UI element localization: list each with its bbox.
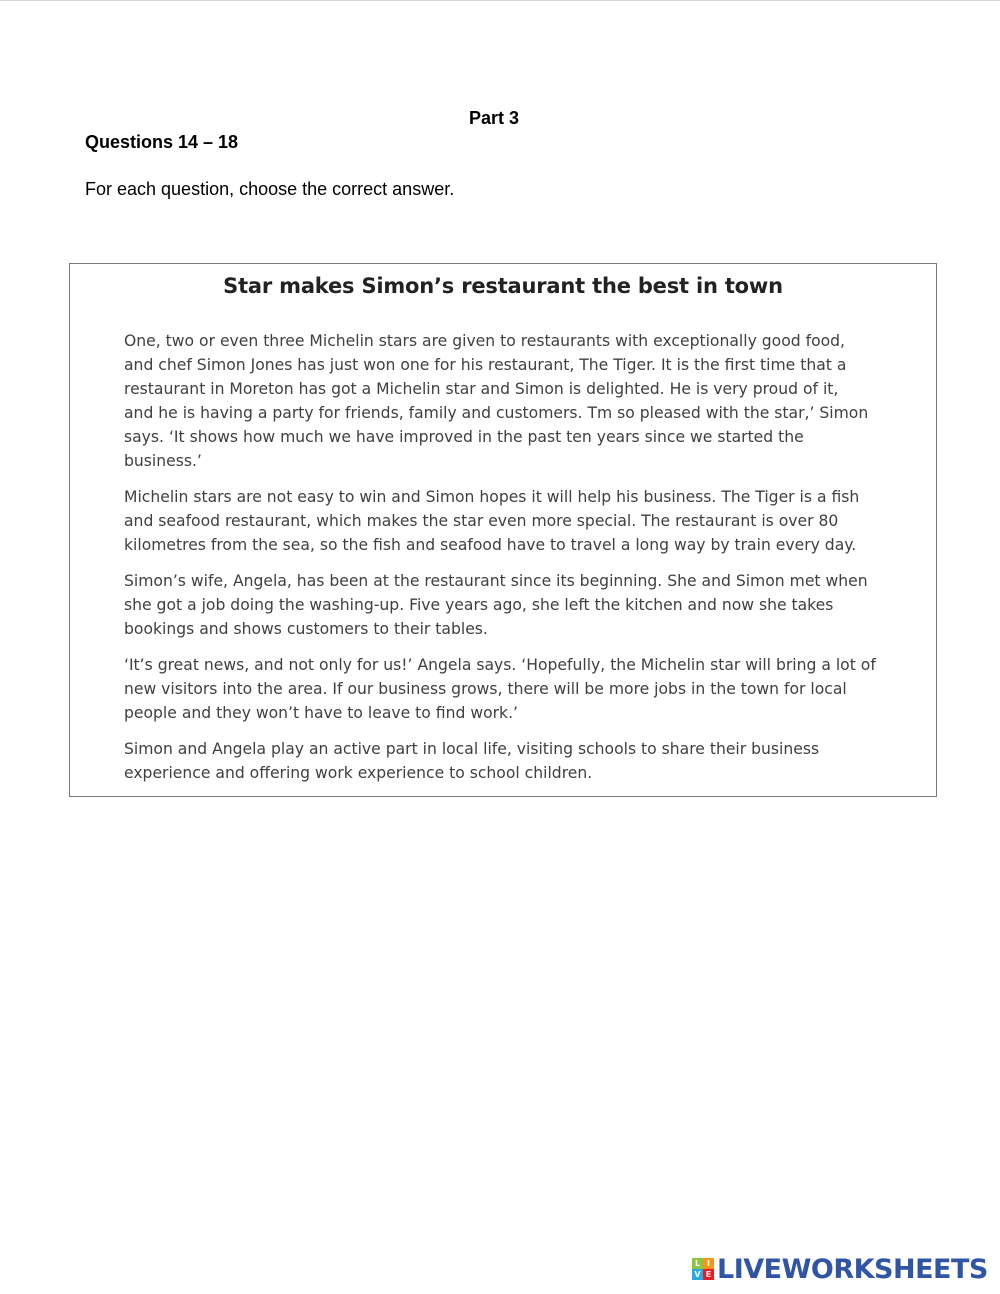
logo-mark-letter: L — [692, 1258, 703, 1269]
article-body — [124, 329, 894, 797]
part-title: Part 3 — [468, 108, 520, 128]
logo-mark-letter: V — [692, 1269, 703, 1280]
logo-text: LIVEWORKSHEETS — [717, 1253, 988, 1285]
article-paragraph: One, two or even three Michelin stars are given to restaurants with exceptionally good food, and chef Simon Jones has just won one for his restaurant, The Tiger. It is the first time that a restaurant in Moreton has got a Michelin star and Simon is delighted. He is very proud of it, and he is having a party for friends, family and customers. Tm so pleased with the star,’ Simon says. ‘It shows how much we have improved in the past ten years since we started the business.’ — [124, 332, 869, 470]
article-paragraph: Michelin stars are not easy to win and Simon hopes it will help his business. The Tiger is a fish and seafood restaurant, which makes the star even more special. The restaurant is over 80 kilometres from the sea, so the fish and seafood have to travel a long way by train every day. — [124, 488, 860, 554]
logo-mark-icon — [692, 1258, 714, 1280]
instruction-text: For each question, choose the correct answer. — [85, 179, 455, 199]
article-title: Star makes Simon’s restaurant the best in town — [223, 274, 783, 298]
liveworksheets-logo[interactable] — [692, 1253, 988, 1285]
questions-heading: Questions 14 – 18 — [85, 132, 239, 152]
logo-mark-letter: I — [703, 1258, 714, 1269]
article-box — [69, 263, 937, 797]
article-paragraph: ‘It’s great news, and not only for us!’ Angela says. ‘Hopefully, the Michelin star will bring a lot of new visitors into the area. If our business grows, there will be more jobs in the town for local people and they won’t have to leave to find work.’ — [124, 656, 876, 722]
top-divider — [0, 0, 1000, 1]
article-paragraph: Simon’s wife, Angela, has been at the restaurant since its beginning. She and Simon met when she got a job doing the washing-up. Five years ago, she left the kitchen and now she takes bookings and shows customers to their tables. — [124, 572, 868, 638]
article-paragraph: Simon and Angela play an active part in local life, visiting schools to share their business experience and offering work experience to school children. — [124, 740, 820, 782]
logo-mark-letter: E — [703, 1269, 714, 1280]
